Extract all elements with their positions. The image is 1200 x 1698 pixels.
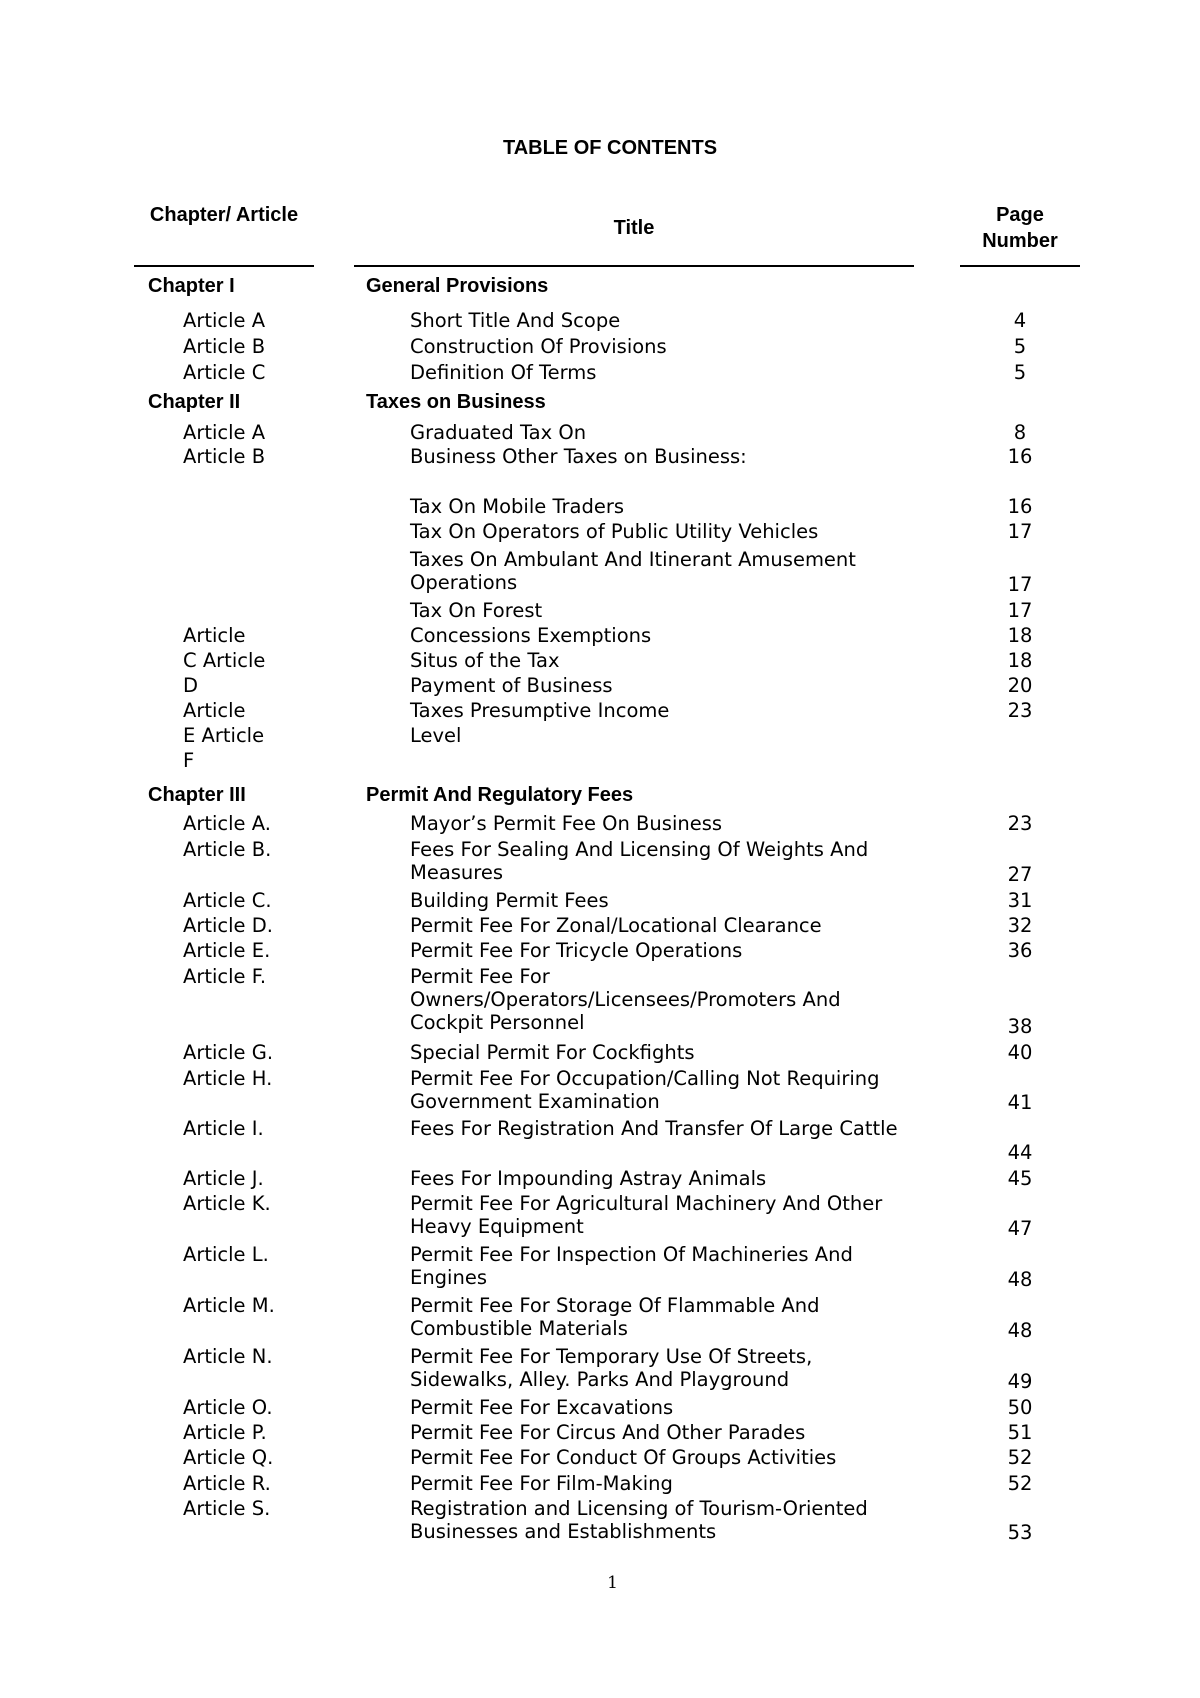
- toc-entry-row: [0, 548, 1200, 599]
- entry-title: Permit Fee For Film-Making: [410, 1472, 673, 1495]
- article-label: Article J.: [183, 1167, 264, 1190]
- article-label: Article R.: [183, 1472, 271, 1495]
- table-of-contents: [0, 275, 1200, 1547]
- article-label: Article C: [183, 361, 266, 384]
- entry-page-number: 5: [1013, 361, 1027, 384]
- chapter-label: Chapter II: [148, 391, 241, 413]
- entry-page-number: 52: [1007, 1446, 1033, 1469]
- article-label: Article S.: [183, 1497, 271, 1520]
- entry-page-number: 17: [1007, 520, 1033, 543]
- entry-page-number: 47: [1007, 1217, 1033, 1240]
- page-title: TABLE OF CONTENTS: [502, 137, 718, 159]
- header-rule-page: [960, 265, 1080, 267]
- entry-page-number: 48: [1007, 1319, 1033, 1342]
- entry-title: Permit Fee For Excavations: [410, 1396, 674, 1419]
- article-label: Article F.: [183, 965, 267, 988]
- toc-entry-row: [0, 838, 1200, 889]
- entry-page-number: 53: [1007, 1521, 1033, 1544]
- article-label: Article N.: [183, 1345, 273, 1368]
- chapter-label: Chapter III: [148, 784, 246, 806]
- entry-page-number: 52: [1007, 1472, 1033, 1495]
- toc-entry-row: [0, 1167, 1200, 1192]
- toc-entry-row: [0, 624, 1200, 649]
- entry-page-number: 49: [1007, 1370, 1033, 1393]
- entry-page-number: 4: [1013, 309, 1027, 332]
- chapter-title: Taxes on Business: [366, 391, 546, 413]
- chapter-heading-row: [0, 275, 1200, 309]
- article-label: Article A: [183, 421, 266, 444]
- toc-entry-row: [0, 335, 1200, 361]
- toc-entry-row: [0, 421, 1200, 445]
- article-label: Article L.: [183, 1243, 269, 1266]
- entry-title: Construction Of Provisions: [410, 335, 667, 358]
- toc-entry-row: [0, 599, 1200, 624]
- toc-entry-row: [0, 1067, 1200, 1117]
- entry-page-number: 45: [1007, 1167, 1033, 1190]
- article-label: Article P.: [183, 1421, 267, 1444]
- article-label: Article M.: [183, 1294, 275, 1317]
- article-label: Article B: [183, 335, 266, 358]
- entry-title: Definition Of Terms: [410, 361, 597, 384]
- toc-entry-row: [0, 1192, 1200, 1243]
- entry-title: Fees For Sealing And Licensing Of Weights And Measures: [410, 838, 869, 884]
- entry-page-number: 18: [1007, 624, 1033, 647]
- entry-page-number: 36: [1007, 939, 1033, 962]
- entry-title: Permit Fee For Zonal/Locational Clearance: [410, 914, 822, 937]
- article-label: Article O.: [183, 1396, 273, 1419]
- article-label: E Article: [183, 724, 265, 747]
- entry-page-number: 16: [1007, 495, 1033, 518]
- article-label: Article C.: [183, 889, 272, 912]
- toc-entry-row: [0, 520, 1200, 548]
- footer-page-number: 1: [607, 1573, 618, 1593]
- article-label: Article A.: [183, 812, 271, 835]
- toc-entry-row: [0, 889, 1200, 914]
- entry-page-number: 41: [1007, 1091, 1033, 1114]
- toc-entry-row: [0, 939, 1200, 965]
- toc-entry-row: [0, 495, 1200, 520]
- chapter-label: Chapter I: [148, 275, 235, 297]
- entry-title: Tax On Forest: [410, 599, 543, 622]
- article-label: Article A: [183, 309, 266, 332]
- entry-page-number: 23: [1007, 812, 1033, 835]
- entry-title: Building Permit Fees: [410, 889, 609, 912]
- toc-entry-row: [0, 1421, 1200, 1446]
- entry-title: Permit Fee For Inspection Of Machineries And Engines: [410, 1243, 853, 1289]
- article-label: Article H.: [183, 1067, 273, 1090]
- entry-title: Level: [410, 724, 462, 747]
- toc-entry-row: [0, 699, 1200, 724]
- entry-page-number: 8: [1013, 421, 1027, 444]
- article-label: Article K.: [183, 1192, 271, 1215]
- toc-entry-row: [0, 361, 1200, 391]
- entry-page-number: 23: [1007, 699, 1033, 722]
- entry-title: Fees For Registration And Transfer Of Large Cattle: [410, 1117, 898, 1140]
- entry-page-number: 17: [1007, 573, 1033, 596]
- chapter-heading-row: [0, 391, 1200, 421]
- entry-title: Taxes On Ambulant And Itinerant Amusement Operations: [410, 548, 856, 594]
- toc-entry-row: [0, 1446, 1200, 1472]
- entry-title: Fees For Impounding Astray Animals: [410, 1167, 767, 1190]
- chapter-heading-row: [0, 784, 1200, 812]
- article-label: Article I.: [183, 1117, 264, 1140]
- toc-entry-row: [0, 1041, 1200, 1067]
- toc-entry-row: [0, 812, 1200, 838]
- entry-title: Taxes Presumptive Income: [410, 699, 670, 722]
- entry-page-number: 5: [1013, 335, 1027, 358]
- entry-page-number: 50: [1007, 1396, 1033, 1419]
- toc-entry-row: [0, 1117, 1200, 1167]
- entry-page-number: 20: [1007, 674, 1033, 697]
- article-label: Article Q.: [183, 1446, 274, 1469]
- article-label: Article: [183, 624, 246, 647]
- article-label: F: [183, 749, 195, 772]
- entry-title: Concessions Exemptions: [410, 624, 652, 647]
- toc-entry-row: [0, 1472, 1200, 1497]
- entry-page-number: 32: [1007, 914, 1033, 937]
- toc-entry-row: [0, 1497, 1200, 1547]
- entry-title: Graduated Tax On: [410, 421, 587, 444]
- entry-page-number: 27: [1007, 863, 1033, 886]
- toc-entry-row: [0, 1294, 1200, 1345]
- entry-title: Mayor’s Permit Fee On Business: [410, 812, 723, 835]
- entry-title: Situs of the Tax: [410, 649, 560, 672]
- entry-title: Permit Fee For Tricycle Operations: [410, 939, 743, 962]
- article-label: Article B.: [183, 838, 272, 861]
- toc-entry-row: [0, 674, 1200, 699]
- entry-page-number: 51: [1007, 1421, 1033, 1444]
- column-header-page: Page Number: [982, 204, 1058, 252]
- entry-page-number: 38: [1007, 1015, 1033, 1038]
- toc-entry-row: [0, 749, 1200, 784]
- entry-title: Registration and Licensing of Tourism-Oriented Businesses and Establishments: [410, 1497, 868, 1543]
- entry-page-number: 16: [1007, 445, 1033, 468]
- toc-entry-row: [0, 965, 1200, 1041]
- article-label: C Article: [183, 649, 266, 672]
- entry-title: Permit Fee For Temporary Use Of Streets, Sidewalks, Alley. Parks And Playground: [410, 1345, 813, 1391]
- entry-title: Business Other Taxes on Business:: [410, 445, 747, 468]
- entry-title: Short Title And Scope: [410, 309, 621, 332]
- entry-page-number: 44: [1007, 1141, 1033, 1164]
- article-label: D: [183, 674, 199, 697]
- entry-title: Permit Fee For Occupation/Calling Not Requiring Government Examination: [410, 1067, 880, 1113]
- entry-title: Special Permit For Cockfights: [410, 1041, 695, 1064]
- entry-title: Payment of Business: [410, 674, 613, 697]
- entry-title: Permit Fee For Agricultural Machinery And Other Heavy Equipment: [410, 1192, 883, 1238]
- entry-page-number: 48: [1007, 1268, 1033, 1291]
- header-rule-chapter: [134, 265, 314, 267]
- toc-entry-row: [0, 1345, 1200, 1396]
- entry-title: Permit Fee For Circus And Other Parades: [410, 1421, 806, 1444]
- header-rule-title: [354, 265, 914, 267]
- entry-title: Permit Fee For Storage Of Flammable And Combustible Materials: [410, 1294, 820, 1340]
- toc-entry-row: [0, 1396, 1200, 1421]
- entry-title: Permit Fee For Owners/Operators/Licensees/Promoters And Cockpit Personnel: [410, 965, 841, 1034]
- article-label: Article B: [183, 445, 266, 468]
- toc-entry-row: [0, 1243, 1200, 1294]
- entry-page-number: 40: [1007, 1041, 1033, 1064]
- toc-entry-row: [0, 445, 1200, 495]
- chapter-title: Permit And Regulatory Fees: [366, 784, 634, 806]
- chapter-title: General Provisions: [366, 275, 549, 297]
- article-label: Article: [183, 699, 246, 722]
- column-header-title: Title: [613, 217, 655, 239]
- toc-entry-row: [0, 914, 1200, 939]
- toc-entry-row: [0, 309, 1200, 335]
- entry-title: Tax On Mobile Traders: [410, 495, 625, 518]
- entry-page-number: 31: [1007, 889, 1033, 912]
- column-header-chapter: Chapter/ Article: [149, 204, 299, 226]
- article-label: Article D.: [183, 914, 273, 937]
- entry-title: Tax On Operators of Public Utility Vehicles: [410, 520, 819, 543]
- toc-entry-row: [0, 649, 1200, 674]
- entry-page-number: 17: [1007, 599, 1033, 622]
- toc-entry-row: [0, 724, 1200, 749]
- article-label: Article G.: [183, 1041, 274, 1064]
- entry-title: Permit Fee For Conduct Of Groups Activities: [410, 1446, 837, 1469]
- article-label: Article E.: [183, 939, 271, 962]
- entry-page-number: 18: [1007, 649, 1033, 672]
